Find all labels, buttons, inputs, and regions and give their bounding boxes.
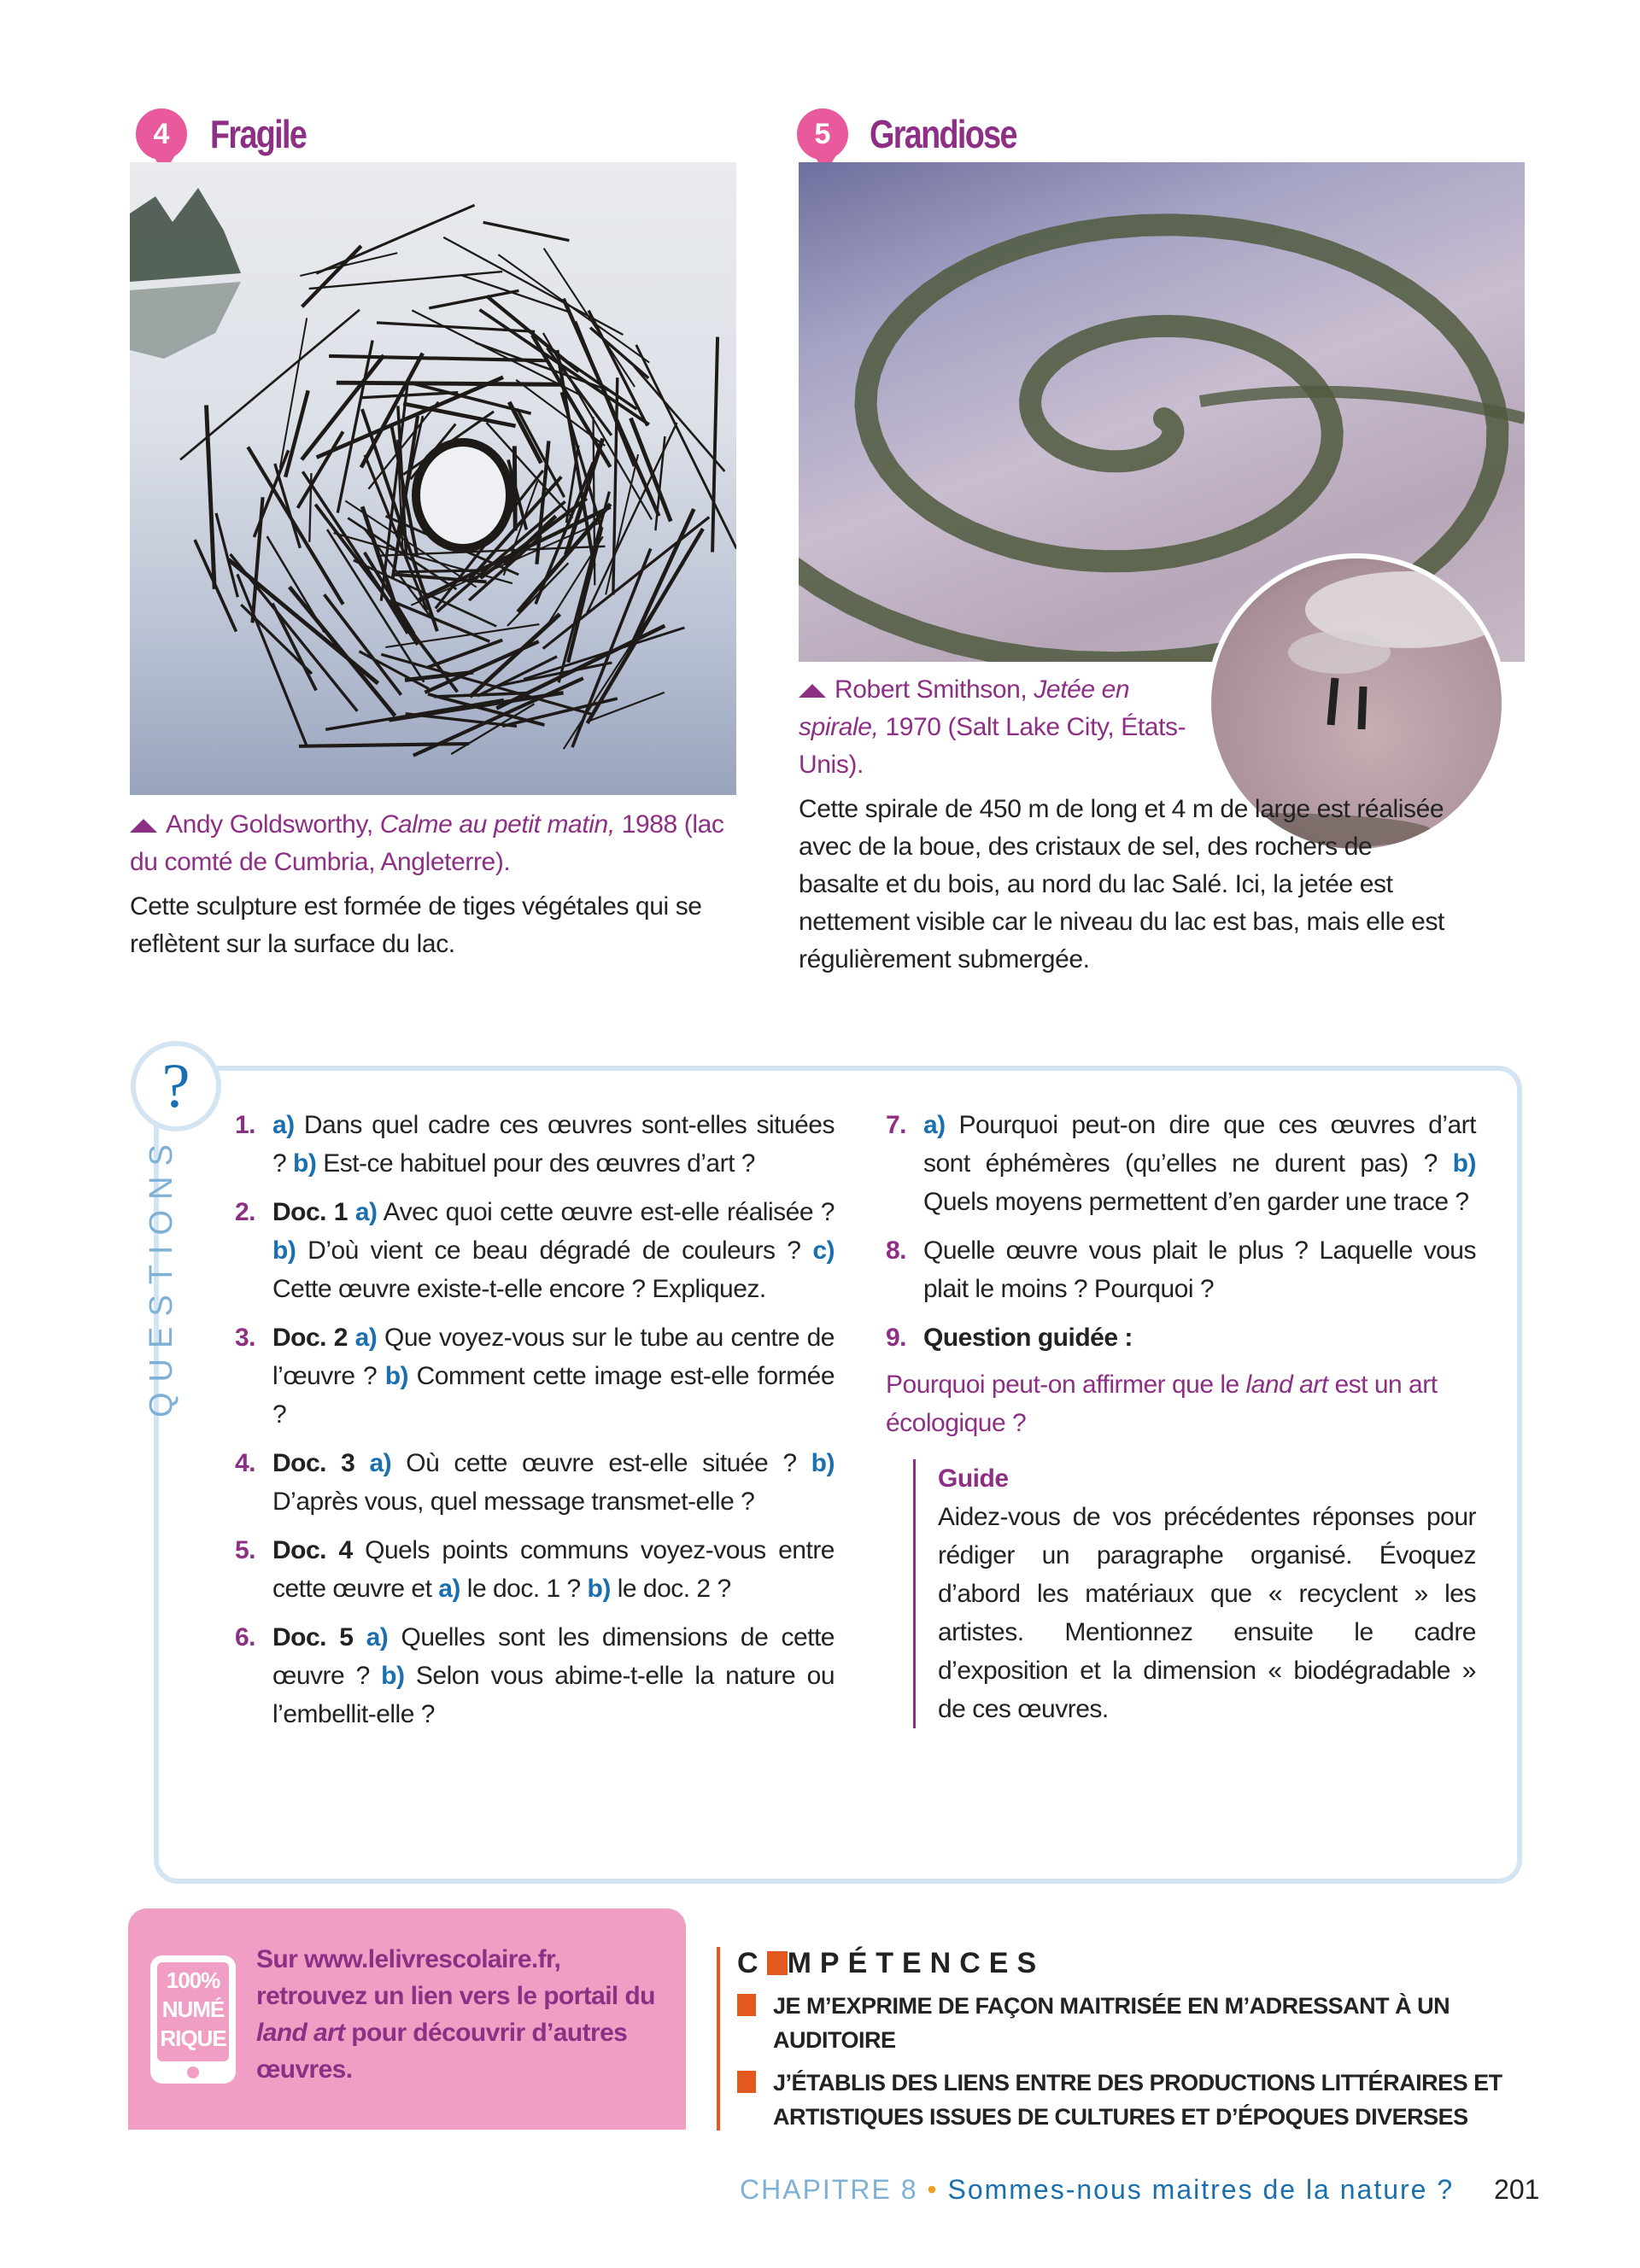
guided-question-text-end: est un art écologique ? [886, 1371, 1438, 1437]
sub-question-label: b) [293, 1149, 317, 1178]
guided-question-text: Pourquoi peut-on affirmer que le [886, 1371, 1246, 1399]
stick [505, 516, 556, 564]
questions-list [886, 1106, 1476, 1357]
sub-question-label: a) [272, 1111, 295, 1139]
sub-question-label: a) [354, 1198, 378, 1226]
page-footer [740, 2174, 1539, 2206]
question-segment: Cette œuvre existe-t-elle encore ? Expliquez. [272, 1275, 766, 1303]
digital-resource-text[interactable] [256, 1941, 666, 2088]
competence-text: J’ÉTABLIS DES LIENS ENTRE DES PRODUCTIONS LITTÉRAIRES ET ARTISTIQUES ISSUES DE CULTURES ET D’ÉPOQUES DIVERSES [773, 2070, 1502, 2130]
square-o-icon [767, 1951, 788, 1975]
competence-text: JE M’EXPRIME DE FAÇON MAITRISÉE EN M’ADRESSANT À UN AUDITOIRE [773, 1993, 1450, 2053]
stick [495, 663, 612, 687]
doc-reference: Doc. 4 [272, 1536, 366, 1564]
question-text [272, 1318, 835, 1434]
chapter-label: CHAPITRE 8 [740, 2174, 918, 2205]
question-segment: Pourquoi peut-on dire que ces œuvres d’art sont éphémères (qu’elles ne durent pas) ? [923, 1111, 1476, 1178]
central-hole [416, 442, 510, 548]
question-text [923, 1231, 1476, 1308]
stick [572, 548, 651, 747]
stick [231, 554, 358, 711]
question-segment: Où cette œuvre est-elle située ? [391, 1449, 811, 1477]
square-bullet-icon [737, 1994, 756, 2016]
stick [290, 587, 395, 716]
question-item [235, 1444, 835, 1521]
question-number: 8. [886, 1236, 907, 1265]
sub-question-label: c) [812, 1236, 835, 1265]
doc-description [799, 791, 1448, 979]
stick [360, 393, 458, 398]
sub-question-label: a) [369, 1449, 392, 1477]
question-item [235, 1618, 835, 1733]
caption-author: Robert Smithson, [835, 675, 1028, 704]
question-segment: Quelles sont les dimensions de cette œuvre ? [272, 1623, 835, 1690]
stick [518, 504, 610, 611]
digital-badge [157, 1962, 229, 2061]
stick [216, 513, 237, 597]
sub-question-label: b) [384, 1362, 409, 1390]
doc-title: Fragile [210, 112, 307, 156]
stick [299, 744, 469, 746]
question-segment: Avec quoi cette œuvre est-elle réalisée ? [377, 1198, 835, 1226]
question-item [886, 1318, 1476, 1357]
square-bullet-icon [737, 2071, 756, 2093]
stick [443, 237, 623, 335]
chapter-title: Sommes-nous maitres de la nature ? [947, 2174, 1455, 2205]
stick [302, 246, 361, 307]
digital-text-term: land art [256, 2019, 345, 2047]
stick [248, 447, 343, 605]
stick [316, 205, 474, 273]
question-item [235, 1193, 835, 1308]
doc-caption [799, 671, 1192, 784]
guided-question [886, 1365, 1476, 1442]
stick [588, 529, 703, 723]
caption-details: 1988 (lac du comté de Cumbria, Angleterre). [130, 810, 724, 876]
sub-question-label: a) [923, 1111, 946, 1139]
badge-line: RIQUE [160, 2025, 226, 2051]
doc-reference: Doc. 2 [272, 1324, 355, 1352]
stick [633, 509, 694, 642]
caption-work: Jetée en spirale, [799, 675, 1130, 741]
competence-item [737, 1989, 1528, 2057]
caption-author: Andy Goldsworthy, [166, 810, 373, 839]
digital-text-end: pour découvrir d’autres œuvres. [256, 2019, 628, 2084]
triangle-up-icon [799, 684, 826, 698]
question-number: 4. [235, 1449, 256, 1477]
question-segment: Est-ce habituel pour des œuvres d’art ? [316, 1149, 755, 1178]
doc-number-badge [133, 106, 190, 162]
sub-question-label: b) [587, 1575, 611, 1603]
stick [389, 693, 563, 720]
doc-title: Grandiose [870, 112, 1016, 156]
question-item [886, 1231, 1476, 1308]
doc-number: 4 [153, 117, 170, 150]
title-rest: MPÉTENCES [787, 1947, 1046, 1979]
question-segment: le doc. 2 ? [610, 1575, 731, 1603]
question-text [272, 1444, 835, 1521]
stick-sculpture-illustration [130, 162, 736, 795]
questions-label: QUESTIONS [144, 1134, 179, 1418]
guide-title: Guide [938, 1464, 1009, 1493]
stick [712, 337, 718, 552]
stick [634, 366, 724, 471]
question-mark-icon: ? [131, 1041, 221, 1131]
question-text [923, 1318, 1476, 1357]
doc-description: Cette sculpture est formée de tiges végétales qui se reflètent sur la surface du lac. [130, 892, 702, 958]
doc-reference: Doc. 5 [272, 1623, 366, 1651]
page-number: 201 [1494, 2174, 1540, 2205]
triangle-up-icon [130, 819, 157, 833]
competences-title [737, 1947, 1528, 1980]
question-segment: Quels moyens permettent d’en garder une trace ? [923, 1188, 1469, 1216]
questions-left-column [235, 1106, 835, 1744]
question-number: 7. [886, 1111, 907, 1139]
question-text [272, 1106, 835, 1183]
question-segment: le doc. 1 ? [460, 1575, 588, 1603]
sub-question-label: b) [381, 1662, 405, 1690]
stick [514, 446, 515, 530]
question-number: 2. [235, 1198, 256, 1226]
question-text [272, 1531, 835, 1608]
question-segment: D’où vient ce beau dégradé de couleurs ? [296, 1236, 813, 1265]
phone-button-icon [187, 2066, 199, 2078]
question-text [272, 1193, 835, 1308]
question-segment: D’après vous, quel message transmet-elle ? [272, 1488, 755, 1516]
question-segment: Selon vous abime-t-elle la nature ou l’embellit-elle ? [272, 1662, 835, 1728]
doc-description-text: Cette spirale de 450 m de long et 4 m de large est réalisée avec de la boue, des cristaux de sel, des rochers de basalte et du bois, au nord du lac Salé. Ici, la jetée est nettement visible car le niveau du lac est bas, mais elle est régulièrement submergée. [799, 795, 1444, 973]
question-segment: Que voyez-vous sur le tube au centre de l’œuvre ? [272, 1324, 835, 1390]
caption-details: 1970 (Salt Lake City, États-Unis). [799, 713, 1186, 779]
question-text [923, 1106, 1476, 1221]
digital-text: Sur www.lelivrescolaire.fr, retrouvez un lien vers le portail du [256, 1945, 655, 2010]
badge-line: NUMÉ [161, 1996, 225, 2022]
stick [524, 628, 684, 679]
doc-reference: Doc. 1 [272, 1198, 355, 1226]
sub-question-label: a) [366, 1623, 389, 1651]
sub-question-label: b) [811, 1449, 835, 1477]
guided-question-term: land art [1245, 1371, 1328, 1399]
stick [606, 454, 638, 594]
question-number: 6. [235, 1623, 256, 1651]
question-number: 1. [235, 1111, 256, 1139]
question-segment: Quelle œuvre vous plait le plus ? Laquelle vous plait le moins ? Pourquoi ? [923, 1236, 1476, 1303]
artwork-photo-fragile [130, 162, 736, 795]
stick [429, 290, 518, 308]
doc-caption [130, 806, 745, 881]
sub-question-label: b) [1452, 1149, 1476, 1178]
stick [544, 248, 635, 387]
phone-icon [150, 1955, 236, 2084]
stick [337, 383, 564, 384]
question-segment: Dans quel cadre ces œuvres sont-elles situées ? [272, 1111, 835, 1178]
competence-item [737, 2066, 1528, 2134]
question-number: 5. [235, 1536, 256, 1564]
sub-question-label: a) [438, 1575, 460, 1603]
stick [285, 390, 308, 476]
caption-work: Calme au petit matin, [379, 810, 615, 839]
sub-question-label: b) [272, 1236, 296, 1265]
question-segment: Comment cette image est-elle formée ? [272, 1362, 835, 1429]
doc-number-badge [794, 106, 851, 162]
question-text [272, 1618, 835, 1733]
title-letter: C [737, 1947, 767, 1979]
doc-reference: Question guidée : [923, 1324, 1133, 1352]
question-item [235, 1318, 835, 1434]
questions-right-column [886, 1106, 1476, 1728]
doc-reference: Doc. 3 [272, 1449, 370, 1477]
question-item [886, 1106, 1476, 1221]
sub-question-label: a) [354, 1324, 378, 1352]
question-segment: Quels points communs voyez-vous entre cette œuvre et [272, 1536, 835, 1603]
stick [483, 222, 570, 240]
badge-line: 100% [166, 1967, 220, 1993]
guide-text: Aidez-vous de vos précédentes réponses pour rédiger un paragraphe organisé. Évoquez d’abord les matériaux que « recyclent » les artistes. Mentionnez ensuite le cadre d’exposition et la dimension « biodégradable » de ces œuvres. [938, 1503, 1476, 1723]
bullet-separator: • [927, 2174, 939, 2205]
doc-number: 5 [814, 117, 831, 150]
question-item [235, 1106, 835, 1183]
question-item [235, 1531, 835, 1608]
competences-box [717, 1947, 1528, 2131]
guide-box [913, 1459, 1476, 1728]
question-number: 3. [235, 1324, 256, 1352]
question-number: 9. [886, 1324, 907, 1352]
